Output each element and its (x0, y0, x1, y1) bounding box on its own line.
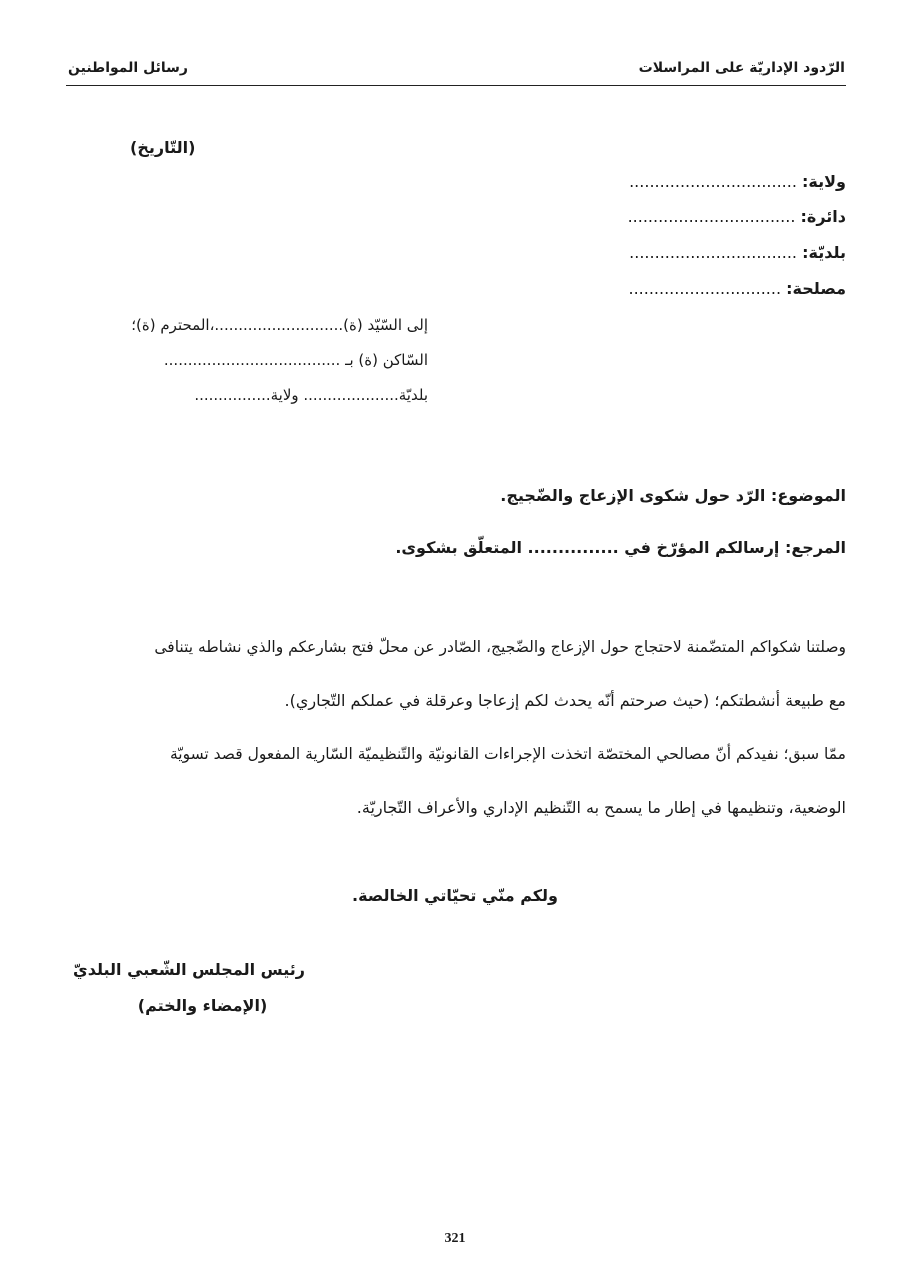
closing-greeting: ولكم منّي تحيّاتي الخالصة. (352, 886, 558, 905)
reference-line: المرجع: إرسالكم المؤرّخ في ............... المتعلّق بشكوى. (395, 538, 846, 557)
field-dots: .............................. (628, 279, 782, 298)
field-maslaha (628, 279, 846, 298)
field-dots: ................................. (629, 172, 797, 191)
field-baladiya (629, 243, 846, 262)
recipient-line-name: إلى السّيّد (ة)...........................،المحترم (ة)؛ (131, 316, 428, 334)
signature-note: (الإمضاء والختم) (137, 996, 268, 1015)
field-dots: ................................. (629, 243, 798, 262)
recipient-line-address: السّاكن (ة) بـ ..................................... (163, 351, 428, 369)
page-number: 321 (444, 1231, 466, 1246)
date-label: (التّاريخ) (130, 138, 196, 157)
body-line-1: وصلتنا شكواكم المتضّمنة لاحتجاج حول الإزعاج والضّجيج، الصّادر عن محلّ فتح بشارعكم والذي نشاطه يتنافى (154, 638, 846, 656)
field-label: دائرة: (800, 207, 846, 226)
field-dots: ................................. (627, 207, 796, 226)
signature-title: رئيس المجلس الشّعبي البلديّ (73, 960, 305, 979)
recipient-line-municipality: بلديّة.................... ولاية................ (194, 386, 428, 404)
field-label: مصلحة: (786, 279, 846, 298)
field-daira (628, 207, 846, 226)
running-header-section: رسائل المواطنين (68, 60, 188, 76)
body-line-2: مع طبيعة أنشطتكم؛ (حيث صرحتم أنّه يحدث لكم إزعاجا وعرقلة في عملكم التّجاري). (284, 691, 846, 710)
header-divider (66, 85, 846, 86)
running-header-title: الرّدود الإداريّة على المراسلات (638, 60, 845, 76)
field-wilaya (629, 172, 846, 191)
body-line-4: الوضعية، وتنظيمها في إطار ما يسمح به التّنظيم الإداري والأعراف التّجاريّة. (356, 798, 846, 817)
field-label: ولاية: (802, 172, 846, 191)
body-line-3: ممّا سبق؛ نفيدكم أنّ مصالحي المختصّة اتخذت الإجراءات القانونيّة والتّنظيميّة السّارية المفعول قصد تسويّة (169, 745, 846, 763)
field-label: بلديّة: (802, 243, 846, 262)
subject-line: الموضوع: الرّد حول شكوى الإزعاج والضّجيج. (500, 486, 846, 505)
